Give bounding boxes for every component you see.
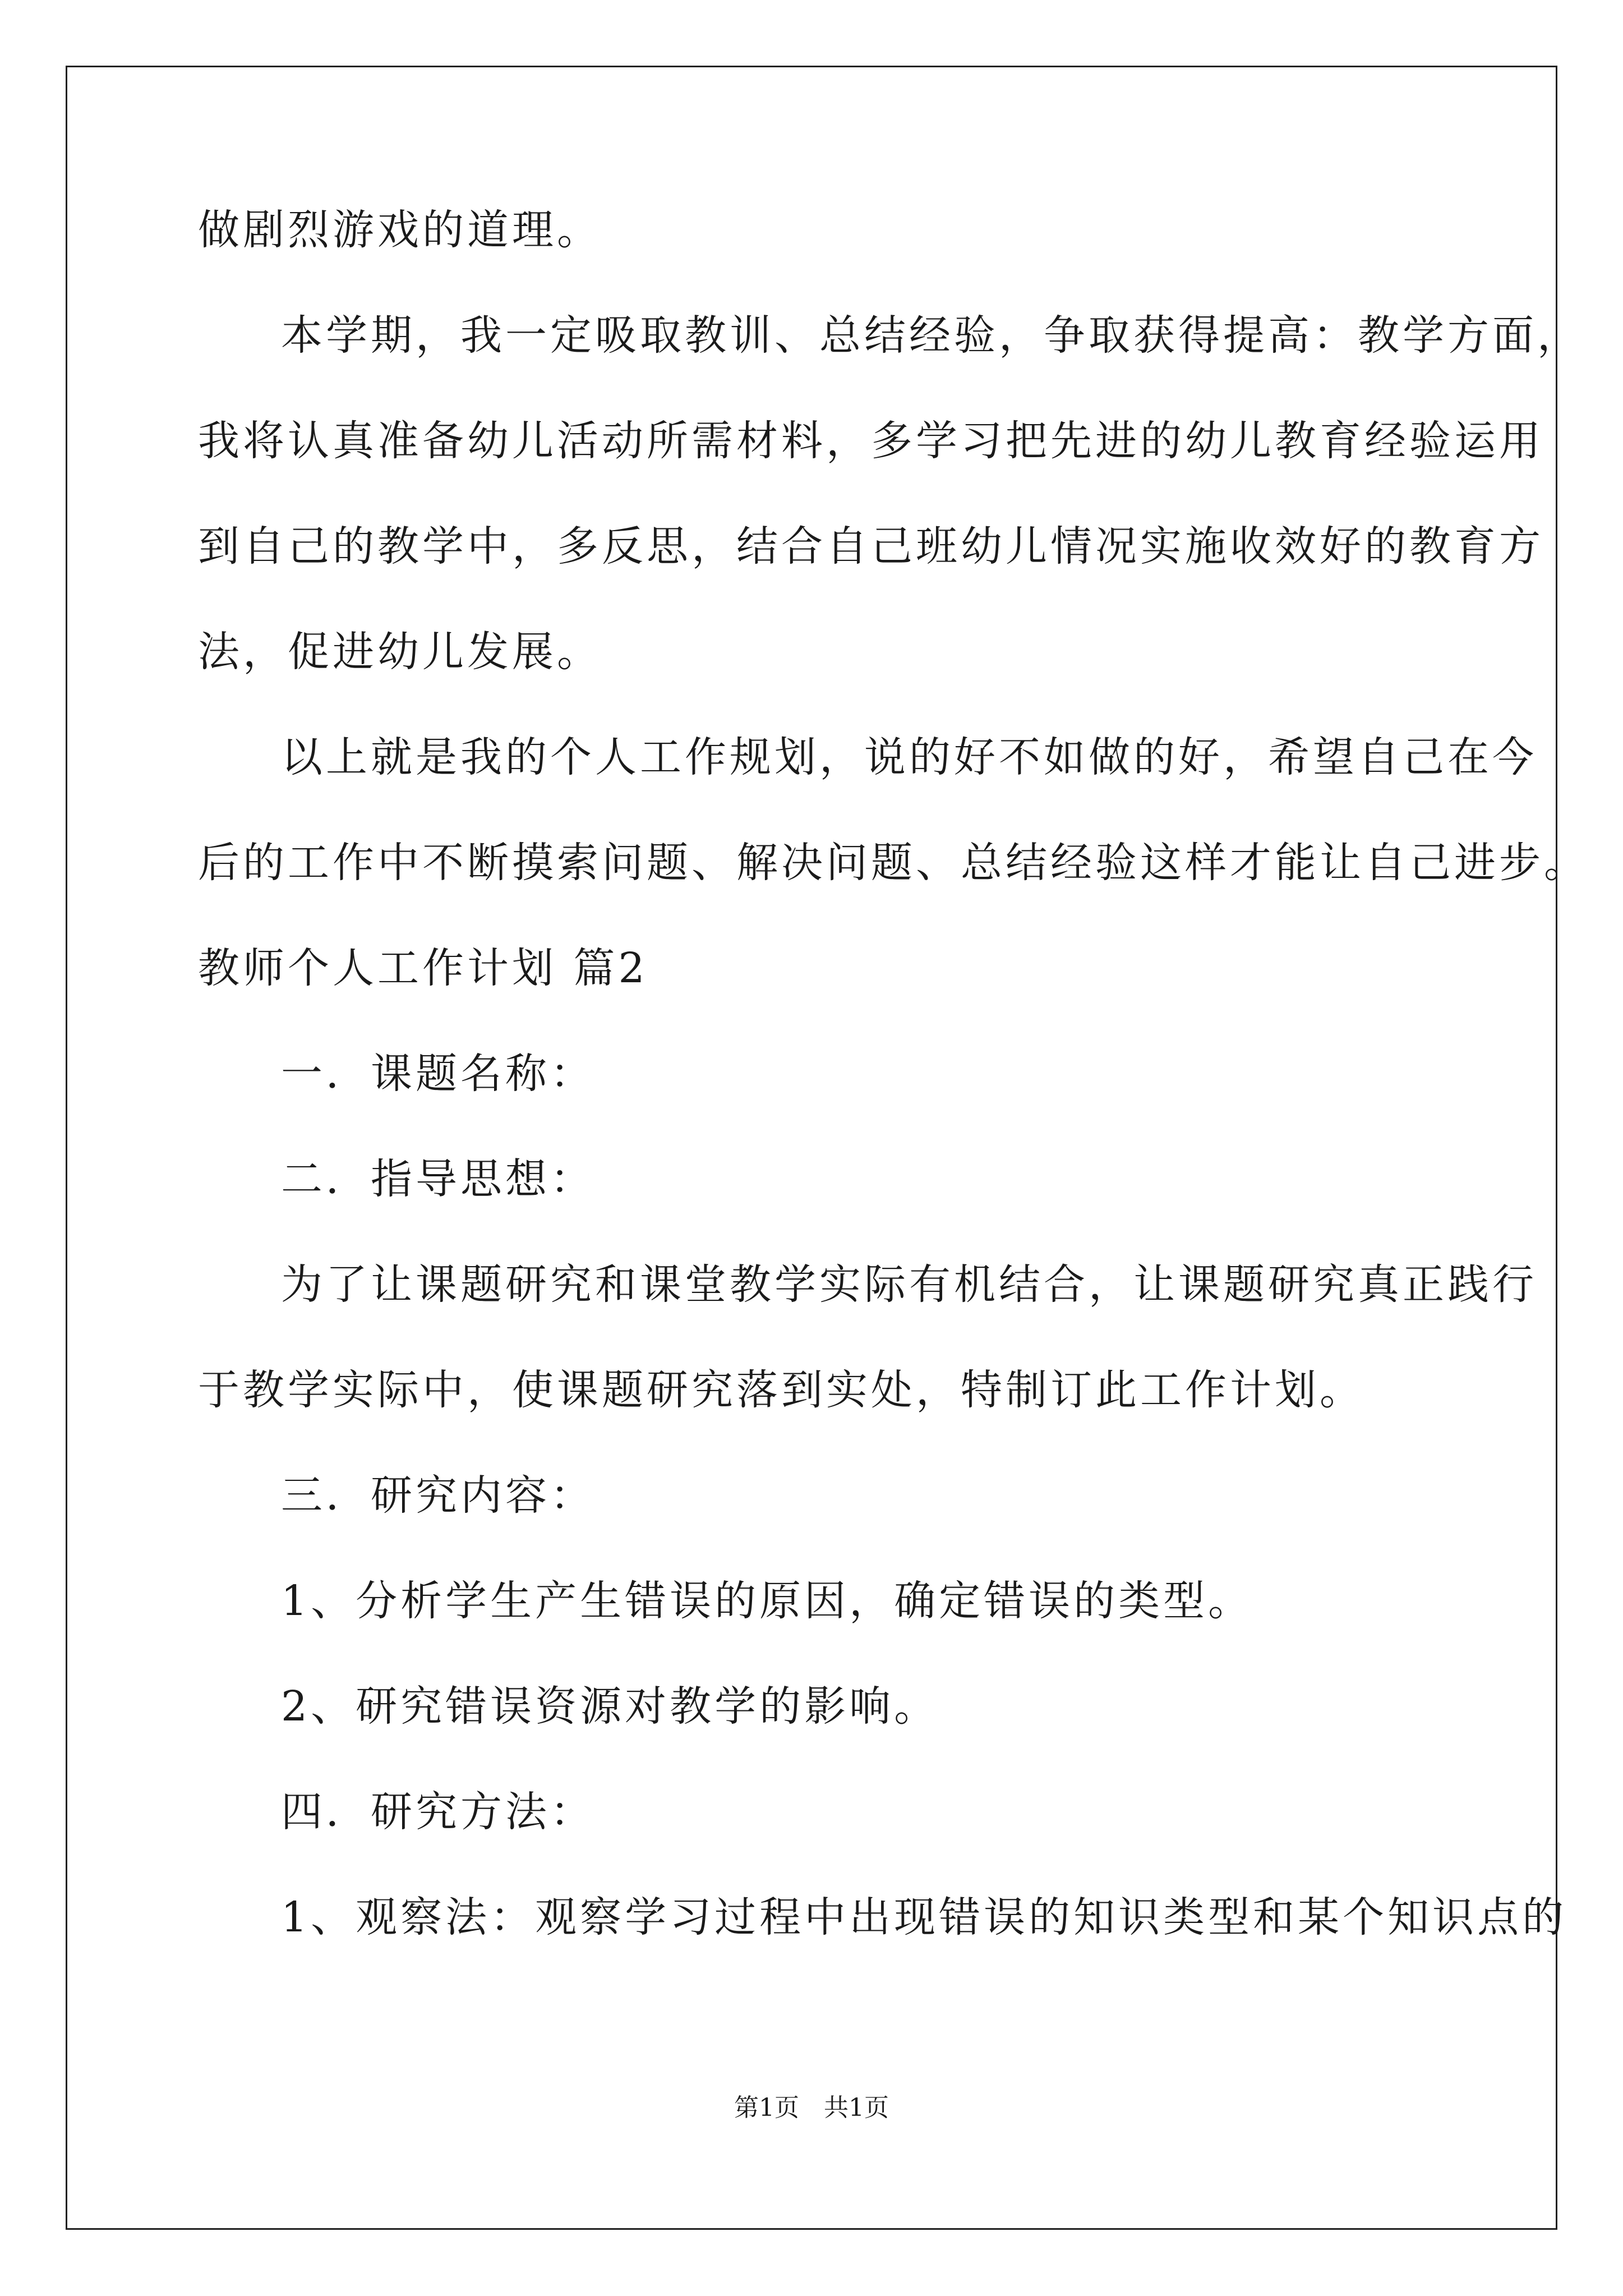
text-line: 我将认真准备幼儿活动所需材料，多学习把先进的幼儿教育经验运用 — [198, 417, 1544, 465]
text-line: 法，促进幼儿发展。 — [198, 628, 602, 676]
text-line: 二．指导思想： — [281, 1155, 595, 1203]
text-line: 做剧烈游戏的道理。 — [198, 206, 602, 254]
text-line: 三．研究内容： — [281, 1471, 595, 1520]
page-footer: 第1页 共1页 — [734, 2093, 889, 2122]
text-line: 以上就是我的个人工作规划，说的好不如做的好，希望自己在今 — [281, 733, 1537, 781]
text-line: 1、分析学生产生错误的原因，确定错误的类型。 — [281, 1577, 1253, 1625]
text-line: 后的工作中不断摸索问题、解决问题、总结经验这样才能让自己进步。 — [198, 839, 1589, 887]
text-line: 一．课题名称： — [281, 1050, 595, 1098]
text-line: 于教学实际中，使课题研究落到实处，特制订此工作计划。 — [198, 1366, 1364, 1414]
text-line: 为了让课题研究和课堂教学实际有机结合，让课题研究真正践行 — [281, 1260, 1537, 1309]
text-line: 四．研究方法： — [281, 1788, 595, 1836]
text-line: 到自己的教学中，多反思，结合自己班幼儿情况实施收效好的教育方 — [198, 522, 1544, 570]
text-line: 2、研究错误资源对教学的影响。 — [281, 1682, 939, 1731]
section-heading: 教师个人工作计划 篇2 — [198, 944, 648, 992]
text-line: 1、观察法：观察学习过程中出现错误的知识类型和某个知识点的 — [281, 1893, 1567, 1941]
text-line: 本学期，我一定吸取教训、总结经验，争取获得提高：教学方面， — [281, 311, 1582, 360]
